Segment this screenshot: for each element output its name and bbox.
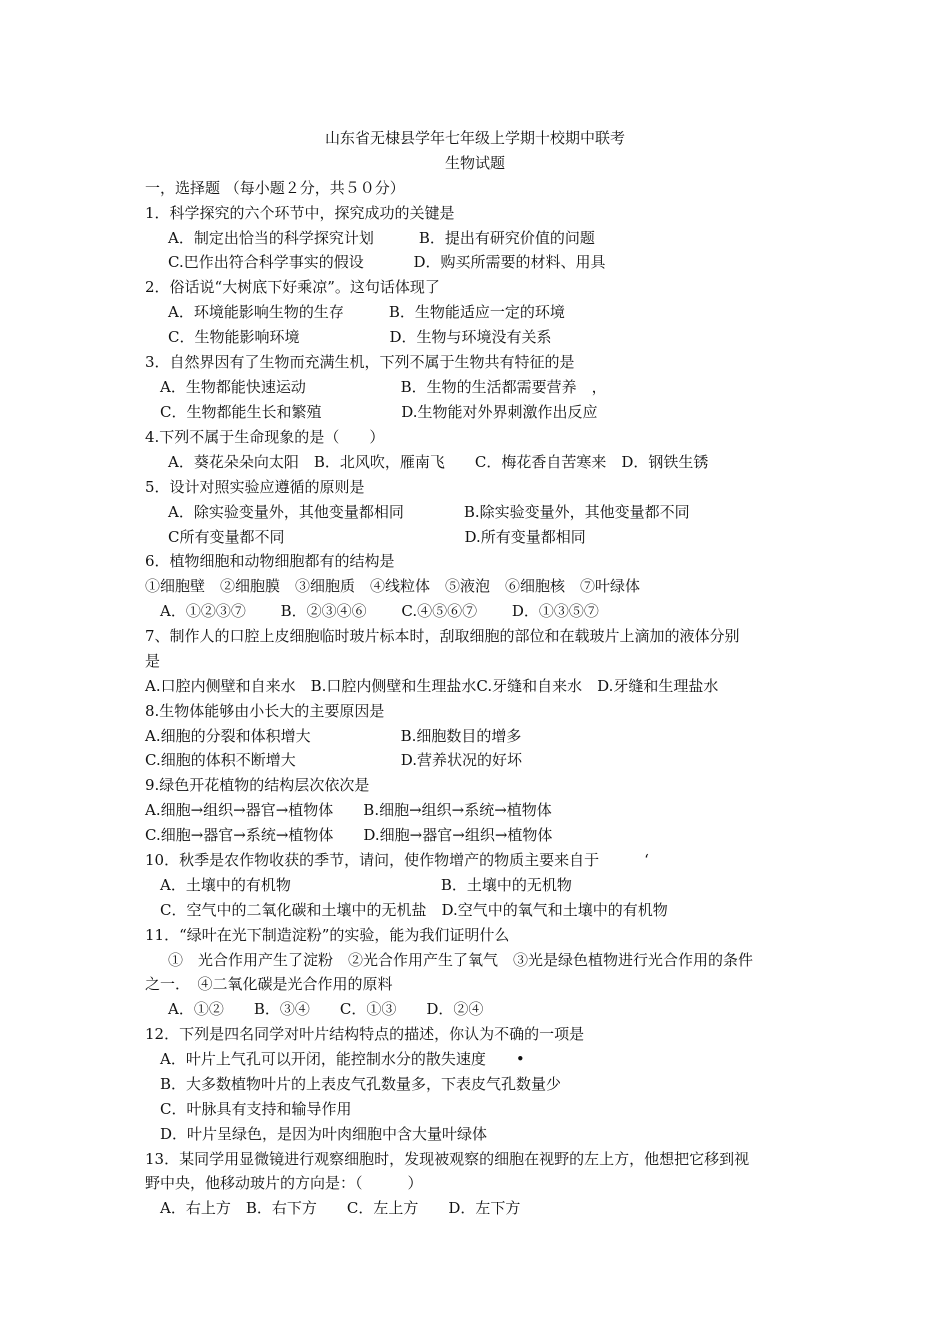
question-5-options-ab: A．除实验变量外，其他变量都相同 B.除实验变量外，其他变量都不同 bbox=[168, 503, 690, 521]
question-2-options-cd: C．生物能影响环境 D．生物与环境没有关系 bbox=[168, 328, 552, 346]
question-9-options-ab: A.细胞→组织→器官→植物体 B.细胞→组织→系统→植物体 bbox=[145, 801, 552, 819]
question-13-options: A．右上方 B．右下方 C．左上方 D．左下方 bbox=[160, 1199, 521, 1217]
question-5-options-cd: C所有变量都不同 D.所有变量都相同 bbox=[168, 528, 586, 546]
question-7: 7、制作人的口腔上皮细胞临时玻片标本时，刮取细胞的部位和在载玻片上滴加的液体分别 bbox=[145, 627, 740, 645]
section-heading: 一，选择题 （每小题２分，共５０分） bbox=[145, 179, 405, 197]
question-13: 13．某同学用显微镜进行观察细胞时，发现被观察的细胞在视野的左上方，他想把它移到视 bbox=[145, 1150, 750, 1168]
question-1-options-cd: C.巴作出符合科学事实的假设 D．购买所需要的材料、用具 bbox=[168, 253, 606, 271]
question-8-options-ab: A.细胞的分裂和体积增大 B.细胞数目的增多 bbox=[145, 727, 522, 745]
question-9-options-cd: C.细胞→器官→系统→植物体 D.细胞→器官→组织→植物体 bbox=[145, 826, 553, 844]
question-8-options-cd: C.细胞的体积不断增大 D.营养状况的好坏 bbox=[145, 751, 522, 769]
question-2-options-ab: A．环境能影响生物的生存 B．生物能适应一定的环境 bbox=[168, 303, 565, 321]
exam-title: 山东省无棣县学年七年级上学期十校期中联考 bbox=[324, 129, 625, 147]
question-12-option-a: A．叶片上气孔可以开闭，能控制水分的散失速度 • bbox=[160, 1050, 525, 1068]
question-7-options: A.口腔内侧壁和自来水 B.口腔内侧壁和生理盐水C.牙缝和自来水 D.牙缝和生理盐水 bbox=[145, 677, 719, 695]
question-5: 5．设计对照实验应遵循的原则是 bbox=[145, 478, 365, 496]
question-1-options-ab: A．制定出恰当的科学探究计划 B．提出有研究价值的问题 bbox=[168, 229, 595, 247]
question-3: 3．自然界因有了生物而充满生机，下列不属于生物共有特征的是 bbox=[145, 353, 575, 371]
question-7-continued: 是 bbox=[145, 652, 161, 670]
question-1: 1．科学探究的六个环节中，探究成功的关键是 bbox=[145, 204, 455, 222]
question-2: 2．俗话说“大树底下好乘凉”。这句话体现了 bbox=[145, 278, 440, 296]
question-4-options: A．葵花朵朵向太阳 B．北风吹，雁南飞 C．梅花香自苦寒来 D．钢铁生锈 bbox=[168, 453, 709, 471]
question-8: 8.生物体能够由小长大的主要原因是 bbox=[145, 702, 385, 720]
question-4: 4.下列不属于生命现象的是（ ） bbox=[145, 428, 385, 446]
question-3-options-ab: A．生物都能快速运动 B．生物的生活都需要营养 ， bbox=[160, 378, 607, 396]
question-13-continued: 野中央，他移动玻片的方向是：（ ） bbox=[145, 1174, 423, 1192]
question-11-options: A．①② B．③④ C．①③ D．②④ bbox=[168, 1000, 484, 1018]
question-10-options-cd: C．空气中的二氧化碳和土壤中的无机盐 D.空气中的氧气和土壤中的有机物 bbox=[160, 901, 668, 919]
question-10-options-ab: A．土壤中的有机物 B．土壤中的无机物 bbox=[160, 876, 572, 894]
exam-subtitle: 生物试题 bbox=[444, 154, 505, 172]
question-9: 9.绿色开花植物的结构层次依次是 bbox=[145, 776, 370, 794]
question-12: 12．下列是四名同学对叶片结构特点的描述，你认为不确的一项是 bbox=[145, 1025, 585, 1043]
question-11: 11．“绿叶在光下制造淀粉”的实验，能为我们证明什么 bbox=[145, 926, 510, 944]
question-6: 6．植物细胞和动物细胞都有的结构是 bbox=[145, 552, 395, 570]
question-12-option-c: C．叶脉具有支持和输导作用 bbox=[160, 1100, 352, 1118]
question-3-options-cd: C．生物都能生长和繁殖 D.生物能对外界刺激作出反应 bbox=[160, 403, 598, 421]
question-11-statements: ① 光合作用产生了淀粉 ②光合作用产生了氧气 ③光是绿色植物进行光合作用的条件 bbox=[168, 951, 754, 969]
question-11-statements-continued: 之一． ④二氧化碳是光合作用的原料 bbox=[145, 975, 393, 993]
question-12-option-b: B．大多数植物叶片的上表皮气孔数量多，下表皮气孔数量少 bbox=[160, 1075, 562, 1093]
question-6-options: A．①②③⑦ B．②③④⑥ C.④⑤⑥⑦ D．①③⑤⑦ bbox=[160, 602, 599, 620]
question-12-option-d: D．叶片呈绿色，是因为叶肉细胞中含大量叶绿体 bbox=[160, 1125, 488, 1143]
question-6-structures: ①细胞壁 ②细胞膜 ③细胞质 ④线粒体 ⑤液泡 ⑥细胞核 ⑦叶绿体 bbox=[145, 577, 641, 595]
question-10: 10．秋季是农作物收获的季节，请问，使作物增产的物质主要来自于 ‘ bbox=[145, 851, 649, 869]
